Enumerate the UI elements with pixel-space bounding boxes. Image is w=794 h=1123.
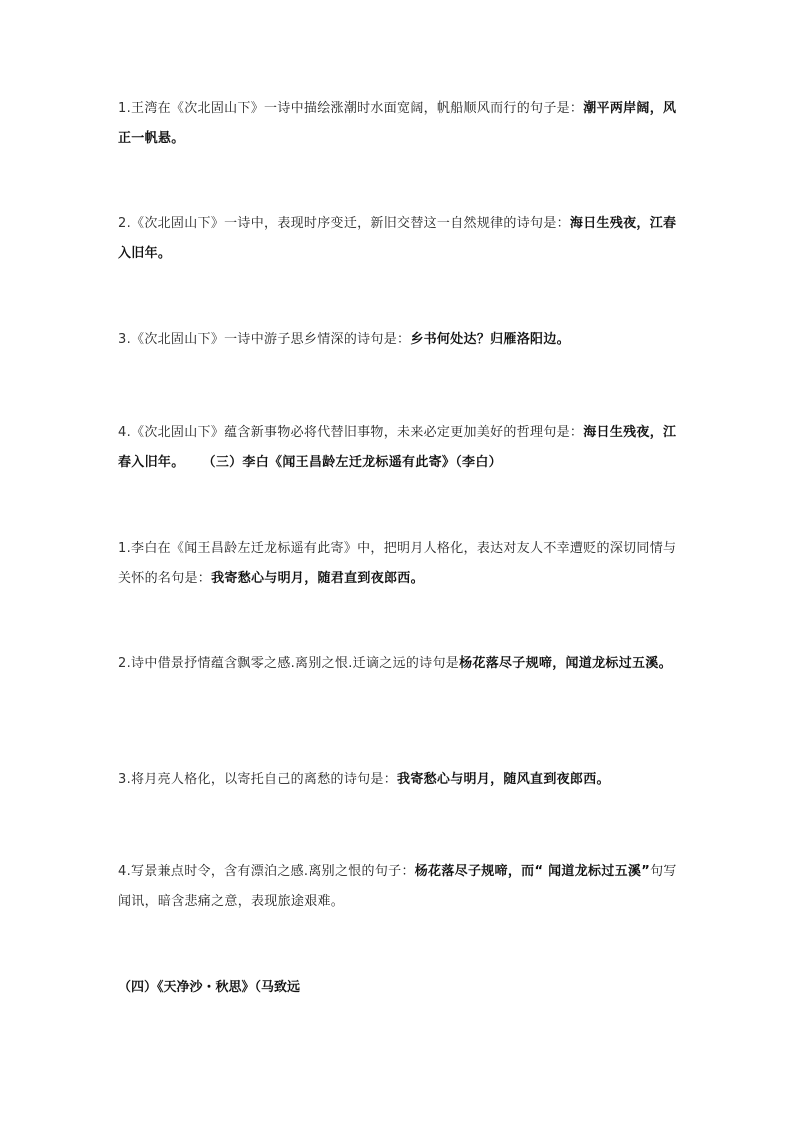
item-number: 1. bbox=[118, 541, 132, 556]
item-answer: 乡书何处达？归雁洛阳边。 bbox=[410, 332, 570, 347]
item-6-paragraph bbox=[118, 649, 678, 679]
item-answer: 我寄愁心与明月，随君直到夜郎西。 bbox=[211, 571, 424, 586]
section-heading-four: （四）《天净沙・秋思》（马致远 bbox=[118, 980, 301, 995]
item-number: 2. bbox=[118, 216, 132, 231]
item-question: 《次北固山下》一诗中，表现时序变迁，新旧交替这一自然规律的诗句是： bbox=[131, 216, 570, 231]
item-answer: 海日生残夜，江春入旧年。 bbox=[118, 425, 677, 470]
section-heading: （三）李白《闻王昌龄左迁龙标遥有此寄》（李白） bbox=[202, 455, 502, 470]
item-tail: 句写闻讯，暗含悲痛之意，表现旅途艰难。 bbox=[118, 864, 677, 909]
item-number: 3. bbox=[118, 772, 132, 787]
item-3-paragraph bbox=[118, 325, 678, 355]
item-question: 王湾在《次北固山下》一诗中描绘涨潮时水面宽阔，帆船顺风而行的句子是： bbox=[131, 101, 584, 116]
item-number: 2. bbox=[118, 656, 132, 671]
item-number: 4. bbox=[118, 425, 132, 440]
item-2-paragraph bbox=[118, 209, 678, 269]
item-8-paragraph bbox=[118, 857, 678, 917]
item-number: 3. bbox=[118, 332, 132, 347]
item-answer: 杨花落尽子规啼，而“ 闻道龙标过五溪” bbox=[414, 864, 651, 879]
item-number: 1. bbox=[118, 101, 132, 116]
item-answer: 潮平两岸阔，风正一帆悬。 bbox=[118, 101, 677, 146]
item-question: 《次北固山下》一诗中游子思乡情深的诗句是： bbox=[131, 332, 411, 347]
item-5-paragraph bbox=[118, 534, 678, 594]
item-number: 4. bbox=[118, 864, 132, 879]
item-question: 将月亮人格化，以寄托自己的离愁的诗句是： bbox=[131, 772, 398, 787]
item-question: 李白在《闻王昌龄左迁龙标遥有此寄》中，把明月人格化，表达对友人不幸遭贬的深切同情与关怀的名句是： bbox=[118, 541, 677, 586]
item-answer: 我寄愁心与明月，随风直到夜郎西。 bbox=[397, 772, 610, 787]
item-1-paragraph bbox=[118, 94, 678, 154]
item-answer: 杨花落尽子规啼，闻道龙标过五溪。 bbox=[459, 656, 672, 671]
item-answer: 海日生残夜，江春入旧年。 bbox=[118, 216, 677, 261]
item-4-paragraph bbox=[118, 418, 678, 478]
item-question: 写景兼点时令，含有漂泊之感.离别之恨的句子： bbox=[131, 864, 415, 879]
item-7-paragraph bbox=[118, 765, 678, 795]
item-question: 《次北固山下》蕴含新事物必将代替旧事物，未来必定更加美好的哲理句是： bbox=[131, 425, 584, 440]
item-question: 诗中借景抒情蕴含飘零之感.离别之恨.迁谪之远的诗句是 bbox=[131, 656, 460, 671]
